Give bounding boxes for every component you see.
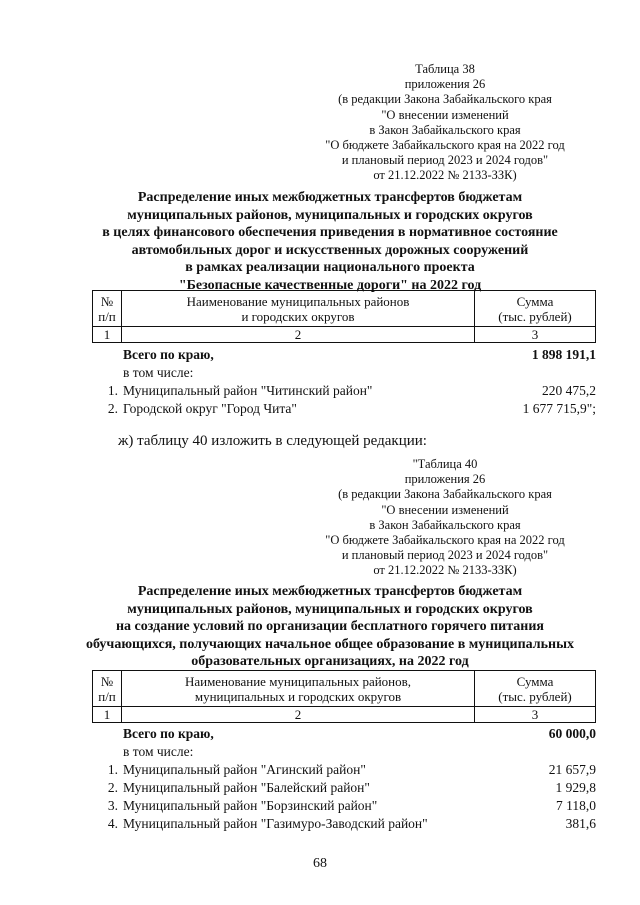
col-sum-header: Сумма (тыс. рублей)	[475, 671, 596, 707]
header-line: от 21.12.2022 № 2133-ЗЗК)	[373, 168, 517, 183]
table-38-title	[80, 189, 580, 294]
table-38-header	[300, 62, 590, 184]
header-line: (в редакции Закона Забайкальского края	[338, 487, 552, 502]
table-row	[100, 815, 596, 833]
title-line: "Безопасные качественные дороги" на 2022 год	[178, 277, 482, 293]
total-row	[100, 346, 596, 364]
title-line: образовательных организациях, на 2022 год	[191, 654, 469, 669]
row-name: Муниципальный район "Газимуро-Заводский район"	[123, 816, 428, 831]
header-line: "О бюджете Забайкальского края на 2022 год	[325, 533, 565, 548]
header-line: приложения 26	[404, 77, 486, 92]
header-line: "О внесении изменений	[381, 107, 509, 122]
header-line: (в редакции Закона Забайкальского края	[338, 92, 552, 107]
col-sum-header: Сумма (тыс. рублей)	[475, 291, 596, 327]
row-number: 2.	[107, 780, 118, 795]
row-value: 1 677 715,9";	[522, 401, 596, 416]
row-value: 1 929,8	[555, 780, 596, 795]
title-line: на создание условий по организации бесплатного горячего питания	[115, 619, 545, 634]
total-label: Всего по краю,	[123, 726, 214, 741]
row-value: 21 657,9	[548, 762, 596, 777]
col-number-header: № п/п	[93, 671, 122, 707]
title-line: в целях финансового обеспечения приведения в нормативное состояние	[102, 225, 558, 240]
header-line: приложения 26	[404, 472, 486, 487]
total-value: 1 898 191,1	[531, 347, 596, 362]
total-value: 60 000,0	[548, 726, 596, 741]
total-row	[100, 725, 596, 743]
amendment-paragraph: ж) таблицу 40 изложить в следующей редакции:	[118, 433, 427, 449]
header-line: "О внесении изменений	[381, 502, 509, 517]
col-index: 1	[93, 707, 122, 723]
table-row	[100, 761, 596, 779]
table-row	[100, 382, 596, 400]
col-name-header: Наименование муниципальных районов, муниципальных и городских округов	[122, 671, 475, 707]
header-line: в Закон Забайкальского края	[369, 517, 521, 532]
row-value: 220 475,2	[542, 383, 596, 398]
subtotal-row	[100, 743, 596, 761]
title-line: муниципальных районов, муниципальных и городских округов	[127, 207, 533, 223]
subtotal-label: в том числе:	[123, 744, 194, 759]
subtotal-row	[100, 364, 596, 382]
row-name: Муниципальный район "Агинский район"	[123, 762, 366, 777]
total-label: Всего по краю,	[123, 347, 214, 362]
col-index: 3	[475, 327, 596, 343]
table-row	[100, 779, 596, 797]
header-line: "О бюджете Забайкальского края на 2022 год	[325, 138, 565, 153]
table-40-title	[80, 583, 580, 671]
col-name-header: Наименование муниципальных районов и городских округов	[122, 291, 475, 327]
col-number-header: № п/п	[93, 291, 122, 327]
col-index: 1	[93, 327, 122, 343]
table-40-header	[300, 457, 590, 579]
title-line: обучающихся, получающих начальное общее образование в муниципальных	[85, 636, 575, 652]
table-row	[100, 400, 596, 418]
col-index: 2	[122, 707, 475, 723]
row-number: 2.	[107, 401, 118, 416]
row-number: 1.	[107, 383, 118, 398]
header-line: и плановый период 2023 и 2024 годов"	[341, 153, 549, 168]
col-index: 3	[475, 707, 596, 723]
row-number: 3.	[107, 798, 118, 813]
col-index: 2	[122, 327, 475, 343]
title-line: Распределение иных межбюджетных трансфертов бюджетам	[137, 584, 523, 599]
page-number: 68	[313, 856, 327, 871]
title-line: в рамках реализации национального проекта	[185, 260, 475, 275]
row-name: Городской округ "Город Чита"	[123, 401, 297, 416]
row-number: 1.	[107, 762, 118, 777]
table-40-header-grid	[92, 670, 596, 723]
title-line: муниципальных районов, муниципальных и городских округов	[127, 601, 533, 617]
row-name: Муниципальный район "Читинский район"	[123, 383, 373, 398]
title-line: Распределение иных межбюджетных трансфертов бюджетам	[137, 190, 523, 205]
subtotal-label: в том числе:	[123, 365, 194, 380]
row-name: Муниципальный район "Борзинский район"	[123, 798, 378, 813]
header-line: и плановый период 2023 и 2024 годов"	[341, 548, 549, 563]
row-number: 4.	[107, 816, 118, 831]
table-38-header-grid	[92, 290, 596, 343]
header-line: от 21.12.2022 № 2133-ЗЗК)	[373, 563, 517, 578]
row-value: 7 118,0	[556, 798, 596, 813]
row-name: Муниципальный район "Балейский район"	[123, 780, 370, 795]
table-row	[100, 797, 596, 815]
title-line: автомобильных дорог и искусственных дорожных сооружений	[131, 242, 529, 258]
header-line: в Закон Забайкальского края	[369, 122, 521, 137]
header-line: "Таблица 40	[412, 457, 478, 471]
header-line: Таблица 38	[415, 62, 475, 76]
row-value: 381,6	[565, 816, 596, 831]
